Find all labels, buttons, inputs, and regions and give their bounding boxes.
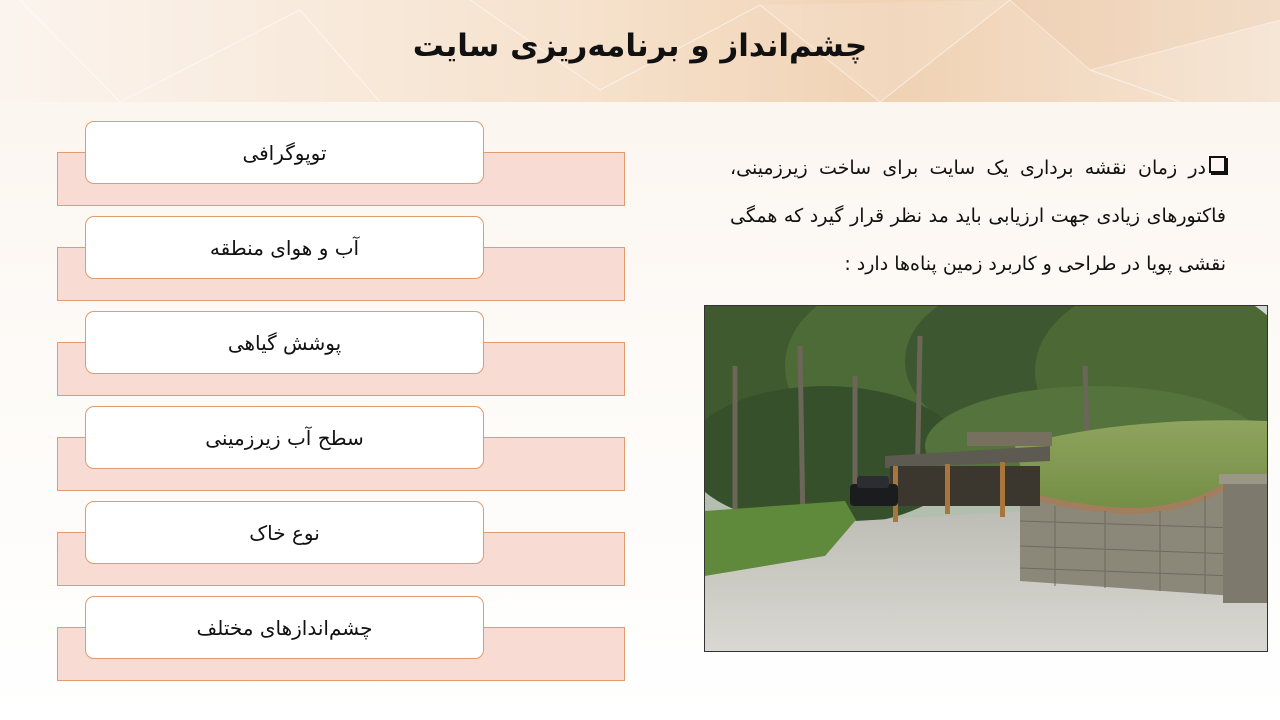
list-item-label: توپوگرافی	[85, 121, 484, 184]
list-item-soil-type	[57, 501, 625, 585]
list-item-label: پوشش گیاهی	[85, 311, 484, 374]
list-item-climate	[57, 216, 625, 300]
description-paragraph	[730, 144, 1226, 288]
list-item-label: آب و هوای منطقه	[85, 216, 484, 279]
list-item-views	[57, 596, 625, 680]
earth-shelter-illustration	[705, 306, 1267, 651]
list-item-topography	[57, 121, 625, 205]
earth-shelter-photo	[704, 305, 1268, 652]
list-item-groundwater	[57, 406, 625, 490]
description-text: در زمان نقشه برداری یک سایت برای ساخت زیرزمینی، فاکتورهای زیادی جهت ارزیابی باید مد نظر قرار گیرد که همگی نقشی پویا در طراحی و کاربرد زمین پناه‌ها دارد :	[730, 157, 1226, 275]
page-title: چشم‌انداز و برنامه‌ریزی سایت	[412, 28, 868, 64]
list-item-vegetation	[57, 311, 625, 395]
list-item-label: نوع خاک	[85, 501, 484, 564]
list-item-label: سطح آب زیرزمینی	[85, 406, 484, 469]
list-item-label: چشم‌اندازهای مختلف	[85, 596, 484, 659]
checkbox-bullet-icon	[1209, 156, 1226, 173]
